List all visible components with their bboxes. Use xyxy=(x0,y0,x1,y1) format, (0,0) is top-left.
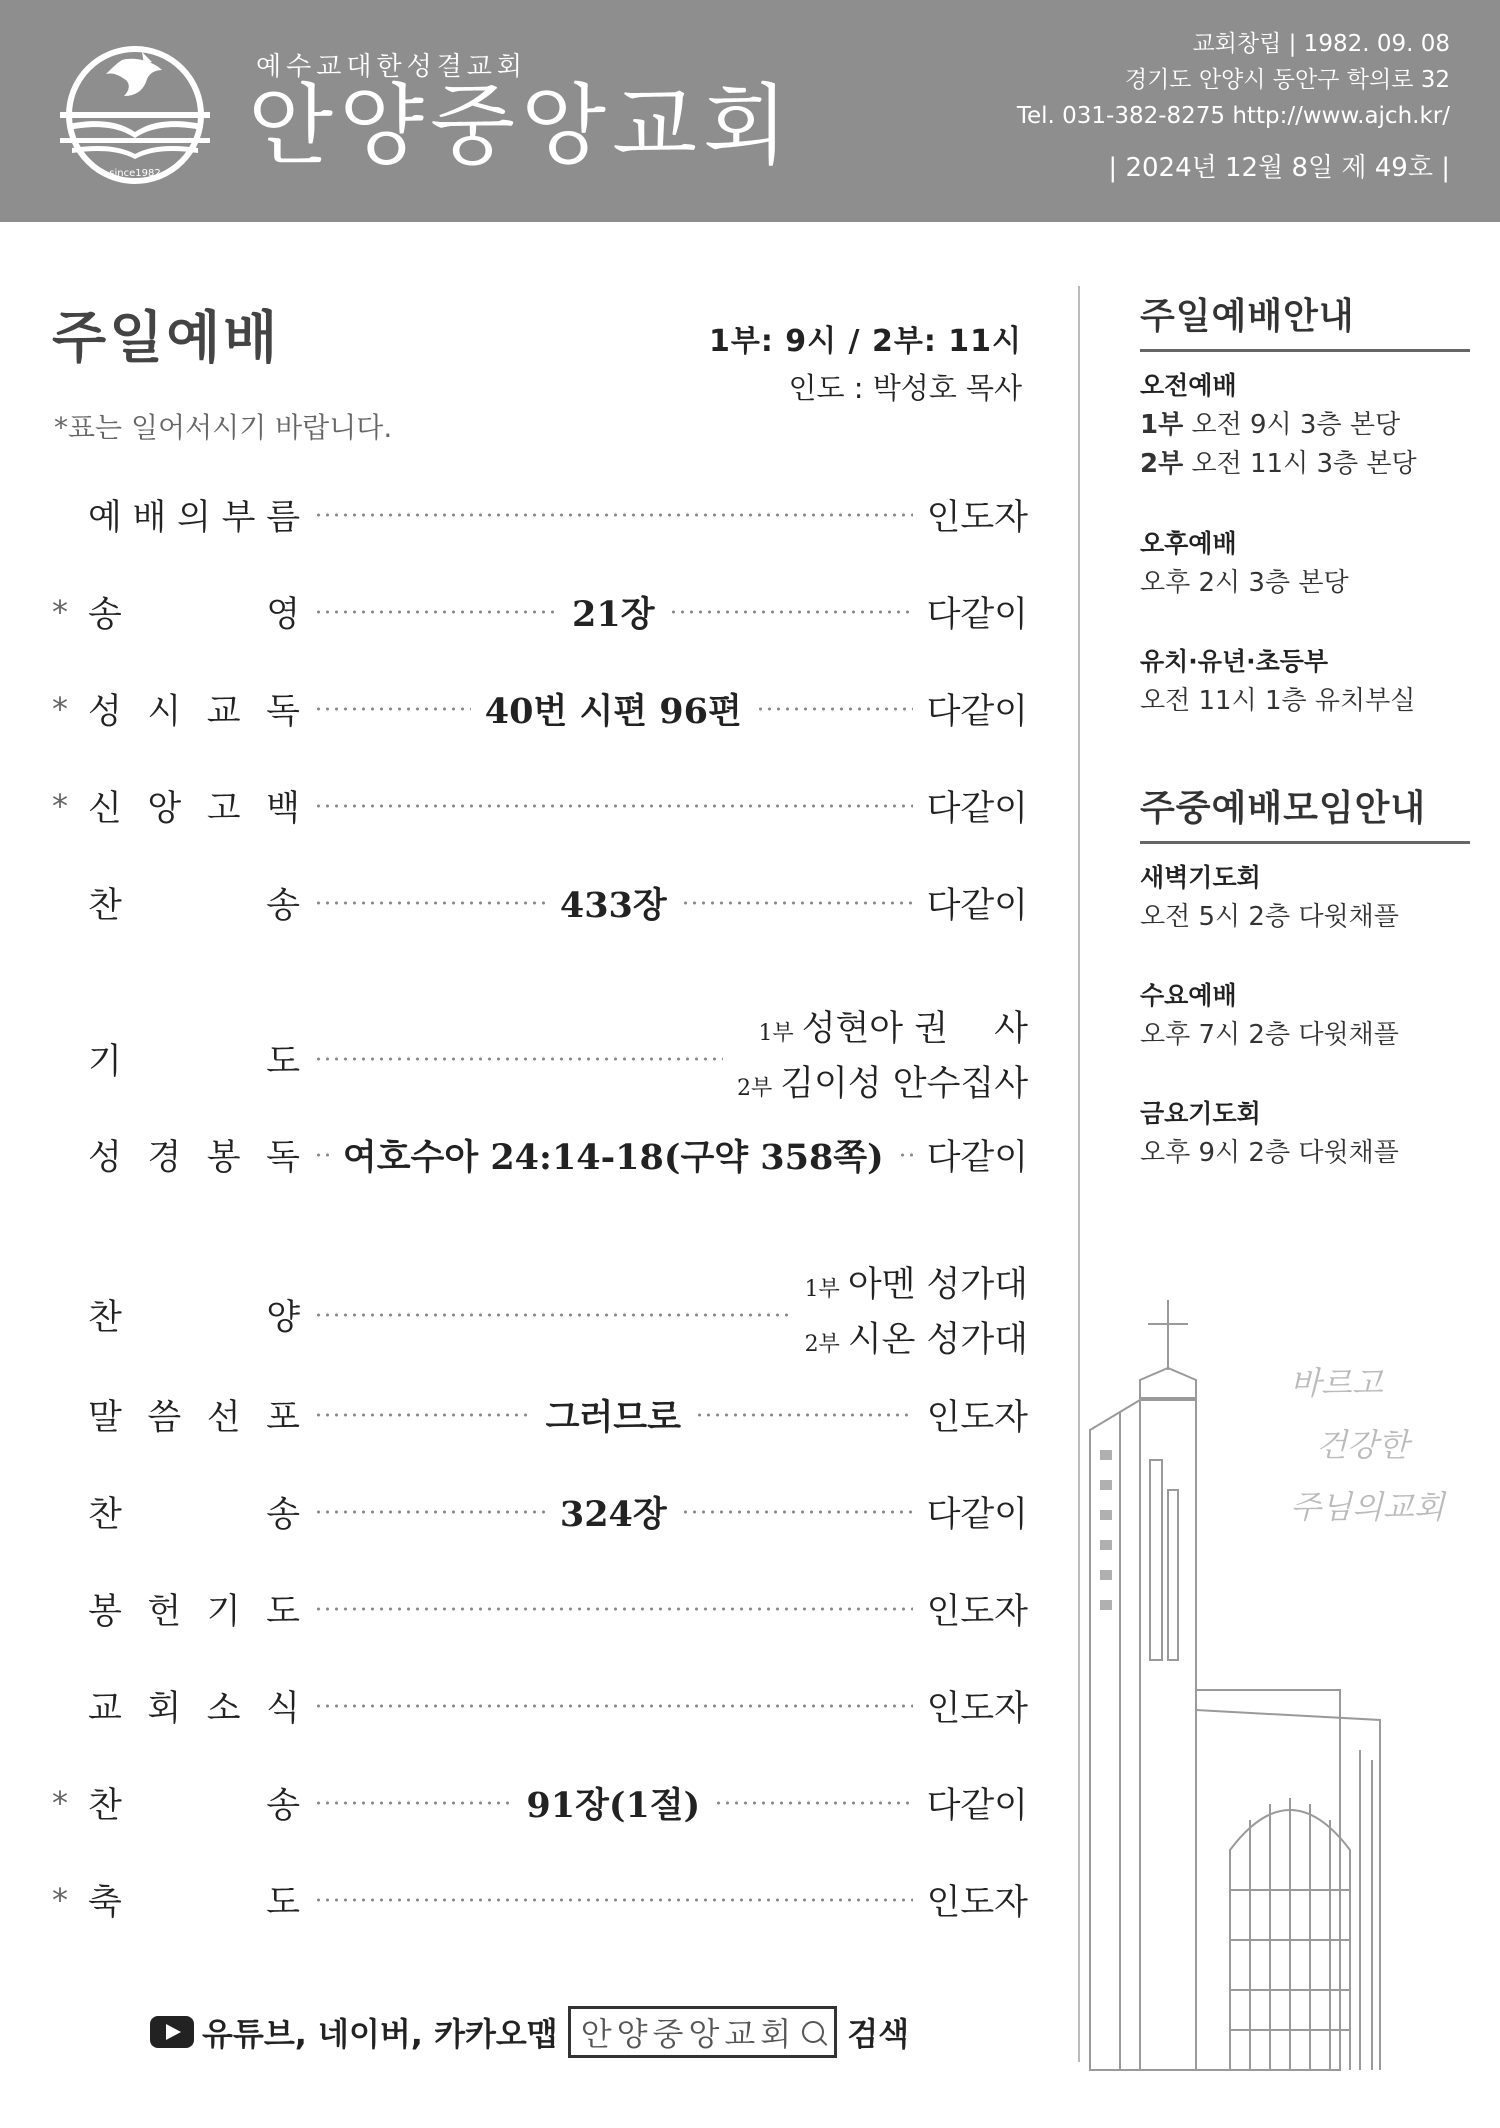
order-item-name xyxy=(88,1290,300,1340)
order-item-name xyxy=(88,878,300,928)
order-item-name-char: 도 xyxy=(266,1883,300,1923)
church-logo-icon xyxy=(50,40,220,190)
order-item-name-char: 찬 xyxy=(88,1298,122,1338)
order-item-detail: 21장 xyxy=(572,594,655,635)
worship-order-row xyxy=(52,878,1028,928)
order-item-name-char: 포 xyxy=(266,1398,300,1438)
order-item-name xyxy=(88,1681,300,1731)
dotted-leader xyxy=(314,804,913,808)
slogan-line-1: 바르고 xyxy=(1290,1364,1383,1402)
order-item-name-char: 백 xyxy=(266,789,300,829)
worship-order-row xyxy=(52,1584,1028,1634)
worship-order-row xyxy=(52,781,1028,831)
order-item-name xyxy=(88,1034,300,1084)
dotted-leader xyxy=(756,707,913,711)
issue-number: | 2024년 12월 8일 제 49호 | xyxy=(1108,153,1450,183)
order-item-name-char: 앙 xyxy=(147,789,182,829)
order-item-name-char: 송 xyxy=(266,886,300,926)
order-item-performers xyxy=(737,1004,1028,1114)
dotted-leader xyxy=(314,1510,546,1514)
dotted-leader xyxy=(314,1057,723,1061)
friday-line: 오후 9시 2층 다윗채플 xyxy=(1140,1138,1399,1168)
founded-date: 교회창립 | 1982. 09. 08 xyxy=(1192,31,1450,57)
order-item-name-char: 도 xyxy=(266,1042,300,1082)
order-item-name-char: 교 xyxy=(206,692,241,732)
order-item-name-char: 영 xyxy=(266,595,300,635)
dotted-leader xyxy=(314,1153,329,1157)
order-item-responsible: 다같이 xyxy=(926,886,1028,926)
order-item-name-char: 씀 xyxy=(147,1398,182,1438)
order-item-detail: 433장 xyxy=(559,885,667,926)
order-item-name-char: 예 xyxy=(88,498,122,538)
order-item-name-char: 시 xyxy=(147,692,182,732)
service-part-label: 2부 xyxy=(804,1332,840,1357)
header-info xyxy=(1017,26,1450,186)
kids-service-group xyxy=(1140,642,1415,721)
order-item-name-char: 소 xyxy=(206,1689,241,1729)
performer-name: 성현아 권 사 xyxy=(801,1009,1028,1049)
church-building-illustration xyxy=(1080,1290,1420,2080)
church-name: 안양중앙교회 xyxy=(248,74,795,177)
dotted-leader xyxy=(681,901,913,905)
youtube-icon xyxy=(150,2016,194,2048)
denomination: 예수교대한성결교회 xyxy=(256,52,528,82)
dawn-prayer-group xyxy=(1140,858,1399,937)
order-item-name-char: 말 xyxy=(88,1398,122,1438)
order-item-name xyxy=(88,781,300,831)
order-item-name xyxy=(88,1390,300,1440)
page-title: 주일예배 xyxy=(52,306,281,371)
standing-mark: * xyxy=(52,787,68,825)
worship-order-row xyxy=(52,1875,1028,1925)
order-item-name xyxy=(88,1584,300,1634)
order-item-name-char: 기 xyxy=(206,1592,241,1632)
slogan-line-3: 주님의교회 xyxy=(1290,1488,1445,1526)
church-address: 경기도 안양시 동안구 학의로 32 xyxy=(1124,67,1450,93)
bulletin-header xyxy=(0,0,1500,222)
order-item-responsible: 다같이 xyxy=(926,1495,1028,1535)
search-footer xyxy=(150,2006,909,2058)
dotted-leader xyxy=(314,1313,791,1317)
order-item-name-char: 고 xyxy=(206,789,241,829)
morning-line-2: 2부 오전 11시 3층 본당 xyxy=(1140,449,1417,479)
kids-line: 오전 11시 1층 유치부실 xyxy=(1140,686,1416,716)
standing-mark: * xyxy=(52,1881,68,1919)
dawn-heading: 새벽기도회 xyxy=(1140,863,1261,892)
weekly-guide-title: 주중예배모임안내 xyxy=(1140,780,1470,844)
order-item-name-char: 찬 xyxy=(88,886,122,926)
order-item-responsible: 인도자 xyxy=(926,1398,1028,1438)
order-item-responsible: 다같이 xyxy=(926,595,1028,635)
kids-heading: 유치·유년·초등부 xyxy=(1140,647,1329,676)
order-item-responsible: 인도자 xyxy=(926,498,1028,538)
church-contact[interactable]: Tel. 031-382-8275 http://www.ajch.kr/ xyxy=(1016,103,1450,129)
order-item-responsible: 인도자 xyxy=(926,1689,1028,1729)
service-part-label: 2부 xyxy=(736,1076,773,1101)
order-item-detail: 그러므로 xyxy=(545,1397,681,1438)
order-item-responsible: 인도자 xyxy=(926,1592,1028,1632)
order-item-name-char: 신 xyxy=(88,789,122,829)
order-item-responsible: 다같이 xyxy=(926,1138,1029,1178)
worship-order-row xyxy=(52,587,1028,637)
worship-order-row xyxy=(52,1681,1028,1731)
order-item-detail: 324장 xyxy=(559,1494,667,1535)
afternoon-heading: 오후예배 xyxy=(1140,529,1237,558)
dotted-leader xyxy=(314,707,471,711)
logo-since: since1982 xyxy=(109,168,161,179)
morning-heading: 오전예배 xyxy=(1140,371,1237,400)
order-item-responsible: 다같이 xyxy=(926,789,1028,829)
order-item-responsible: 다같이 xyxy=(926,1786,1028,1826)
worship-order-row xyxy=(52,1130,1028,1180)
standing-mark: * xyxy=(52,1784,68,1822)
order-item-name-char: 송 xyxy=(266,1495,300,1535)
service-part-label: 1부 xyxy=(804,1277,840,1302)
order-item-name-char: 의 xyxy=(177,498,211,538)
order-item-detail: 여호수아 24:14-18(구약 358쪽) xyxy=(342,1137,884,1178)
slogan-line-2: 건강한 xyxy=(1316,1426,1409,1464)
dotted-leader xyxy=(314,1413,532,1417)
order-item-name-char: 찬 xyxy=(88,1495,122,1535)
order-item-name xyxy=(88,587,300,637)
dawn-line: 오전 5시 2층 다윗채플 xyxy=(1140,902,1399,932)
performer-line xyxy=(737,1059,1028,1114)
order-item-name-char: 기 xyxy=(88,1042,122,1082)
search-term: 안양중앙교회 xyxy=(580,2015,797,2053)
standing-mark: * xyxy=(52,690,68,728)
order-item-name-char: 송 xyxy=(266,1786,300,1826)
friday-prayer-group xyxy=(1140,1094,1399,1173)
dotted-leader xyxy=(314,513,913,517)
order-item-name-char: 도 xyxy=(266,1592,300,1632)
order-item-name xyxy=(88,1778,300,1828)
performer-line xyxy=(758,1004,1028,1059)
order-item-name-char: 송 xyxy=(88,595,122,635)
order-item-name-char: 성 xyxy=(88,1138,122,1178)
search-box[interactable] xyxy=(568,2006,837,2058)
order-item-responsible: 다같이 xyxy=(926,692,1028,732)
worship-order-row xyxy=(52,1390,1028,1440)
worship-order-row xyxy=(52,1487,1028,1537)
dotted-leader xyxy=(714,1801,912,1805)
service-part-label: 1부 xyxy=(758,1021,794,1046)
order-item-name-char: 식 xyxy=(266,1689,300,1729)
dotted-leader xyxy=(681,1510,913,1514)
standing-mark: * xyxy=(52,593,68,631)
dotted-leader xyxy=(314,1801,512,1805)
worship-order-row xyxy=(52,684,1028,734)
order-item-name-char: 독 xyxy=(266,692,300,732)
order-item-detail: 91장(1절) xyxy=(526,1785,701,1826)
platforms-text: 유튜브, 네이버, 카카오맵 xyxy=(202,2015,558,2053)
order-item-name-char: 봉 xyxy=(206,1138,241,1178)
standing-note: *표는 일어서시기 바랍니다. xyxy=(54,411,393,444)
performer-name: 김이성 안수집사 xyxy=(780,1064,1028,1104)
wednesday-service-group xyxy=(1140,976,1399,1055)
afternoon-line: 오후 2시 3층 본당 xyxy=(1140,568,1349,598)
dotted-leader xyxy=(314,610,558,614)
morning-line-1: 1부 오전 9시 3층 본당 xyxy=(1140,410,1401,440)
sunday-guide-title: 주일예배안내 xyxy=(1140,288,1470,352)
order-item-performers xyxy=(805,1260,1028,1370)
order-item-name-char: 경 xyxy=(147,1138,182,1178)
dotted-leader xyxy=(314,1898,913,1902)
wednesday-heading: 수요예배 xyxy=(1140,981,1237,1010)
order-item-name xyxy=(88,1487,300,1537)
order-item-name xyxy=(88,490,300,540)
order-item-name-char: 선 xyxy=(206,1398,241,1438)
order-item-name-char: 축 xyxy=(88,1883,122,1923)
morning-service-group xyxy=(1140,366,1417,484)
order-item-name xyxy=(88,1130,300,1180)
search-icon xyxy=(802,2021,824,2043)
performer-name: 아멘 성가대 xyxy=(847,1265,1028,1305)
dotted-leader xyxy=(314,1704,913,1708)
performer-line xyxy=(805,1315,1028,1370)
order-item-name-char: 부 xyxy=(221,498,256,538)
order-item-name-char: 헌 xyxy=(147,1592,182,1632)
afternoon-service-group xyxy=(1140,524,1349,603)
order-item-name-char: 찬 xyxy=(88,1786,122,1826)
order-item-responsible: 인도자 xyxy=(926,1883,1028,1923)
order-item-name xyxy=(88,1875,300,1925)
search-label: 검색 xyxy=(847,2015,910,2053)
dotted-leader xyxy=(669,610,913,614)
order-item-detail: 40번 시편 96편 xyxy=(484,691,742,732)
order-item-name-char: 배 xyxy=(132,498,167,538)
order-item-name-char: 독 xyxy=(266,1138,300,1178)
order-item-name xyxy=(88,684,300,734)
order-item-name-char: 봉 xyxy=(88,1592,122,1632)
dotted-leader xyxy=(314,901,546,905)
worship-order-row xyxy=(52,1260,1028,1370)
wednesday-line: 오후 7시 2층 다윗채플 xyxy=(1140,1020,1399,1050)
order-item-name-char: 양 xyxy=(266,1298,300,1338)
order-item-name-char: 교 xyxy=(88,1689,122,1729)
order-item-name-char: 성 xyxy=(88,692,122,732)
performer-name: 시온 성가대 xyxy=(847,1320,1028,1360)
order-item-name-char: 회 xyxy=(147,1689,182,1729)
worship-order-row xyxy=(52,490,1028,540)
worship-order-row xyxy=(52,1004,1028,1114)
dotted-leader xyxy=(898,1153,913,1157)
friday-heading: 금요기도회 xyxy=(1140,1099,1261,1128)
order-item-name-char: 름 xyxy=(266,498,300,538)
service-leader: 인도 : 박성호 목사 xyxy=(788,371,1022,405)
dotted-leader xyxy=(314,1607,913,1611)
worship-order-row xyxy=(52,1778,1028,1828)
dotted-leader xyxy=(695,1413,913,1417)
performer-line xyxy=(805,1260,1028,1315)
service-times: 1부: 9시 / 2부: 11시 xyxy=(708,324,1022,359)
